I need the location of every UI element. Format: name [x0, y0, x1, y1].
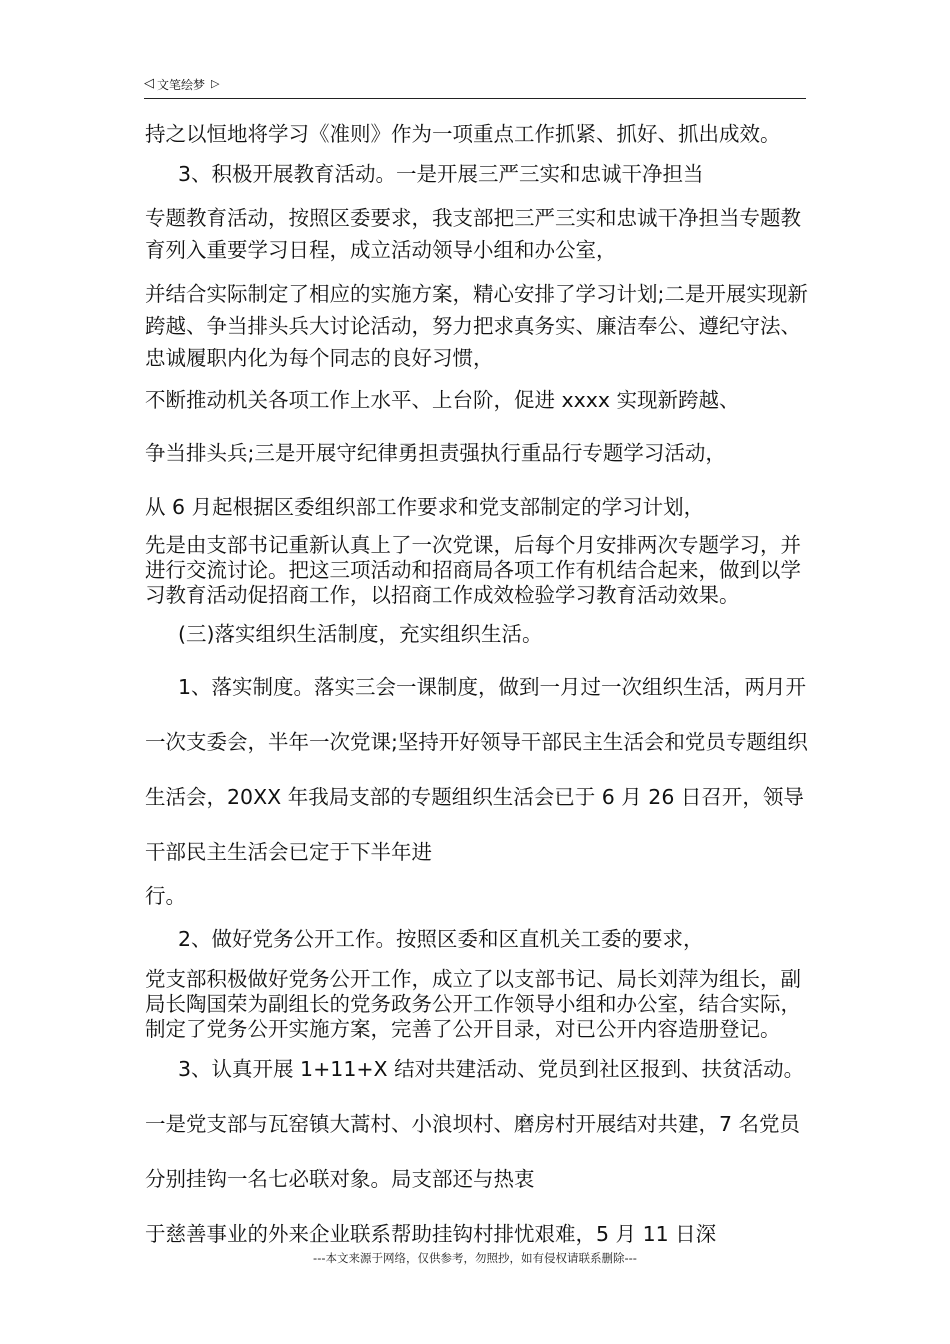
paragraph: 3、积极开展教育活动。一是开展三严三实和忠诚干净担当 [178, 162, 704, 186]
paragraph: 争当排头兵;三是开展守纪律勇担责强执行重品行专题学习活动， [145, 441, 726, 465]
header-title: 文笔绘梦 [157, 78, 206, 92]
paragraph: 2、做好党务公开工作。按照区委和区直机关工委的要求， [178, 927, 704, 951]
section-heading: (三)落实组织生活制度，充实组织生活。 [178, 622, 543, 646]
paragraph: 1、落实制度。落实三会一课制度，做到一月过一次组织生活，两月开一次支委会，半年一次党课;坚持开好领导干部民主生活会和党员专题组织生活会，20XX 年我局支部的专题组织生活会已于 6 月 26 日召开，领导干部民主生活会已定于下半年进 [145, 675, 808, 864]
footer-note: ---本文来源于网络，仅供参考，勿照抄，如有侵权请联系删除--- [313, 1251, 637, 1265]
paragraph: 3、认真开展 1+11+X 结对共建活动、党员到社区报到、扶贫活动。一是党支部与瓦窑镇大蒿村、小浪坝村、磨房村开展结对共建，7 名党员分别挂钩一名七必联对象。局支部还与热衷 [145, 1057, 805, 1191]
paragraph: 党支部积极做好党务公开工作，成立了以支部书记、局长刘萍为组长，副局长陶国荣为副组长的党务政务公开工作领导小组和办公室，结合实际，制定了党务公开实施方案，完善了公开目录，对已公开内容造册登记。 [145, 967, 801, 1041]
triangle-right-icon: ▷ [211, 77, 220, 90]
paragraph: 于慈善事业的外来企业联系帮助挂钩村排忧艰难，5 月 11 日深 [145, 1222, 717, 1246]
paragraph: 并结合实际制定了相应的实施方案，精心安排了学习计划;二是开展实现新跨越、争当排头兵大讨论活动，努力把求真务实、廉洁奉公、遵纪守法、忠诚履职内化为每个同志的良好习惯， [145, 282, 808, 370]
paragraph: 持之以恒地将学习《准则》作为一项重点工作抓紧、抓好、抓出成效。 [145, 122, 781, 146]
paragraph: 先是由支部书记重新认真上了一次党课，后每个月安排两次专题学习，并进行交流讨论。把这三项活动和招商局各项工作有机结合起来，做到以学习教育活动促招商工作，以招商工作成效检验学习教育活动效果。 [145, 533, 801, 607]
document-body [145, 122, 813, 1262]
paragraph: 行。 [145, 884, 186, 908]
page-header [144, 76, 806, 99]
paragraph: 专题教育活动，按照区委要求，我支部把三严三实和忠诚干净担当专题教育列入重要学习日程，成立活动领导小组和办公室， [145, 206, 801, 262]
paragraph: 从 6 月起根据区委组织部工作要求和党支部制定的学习计划， [145, 495, 705, 519]
paragraph: 不断推动机关各项工作上水平、上台阶，促进 xxxx 实现新跨越、 [145, 388, 740, 412]
triangle-left-icon: ◁ [144, 76, 154, 91]
